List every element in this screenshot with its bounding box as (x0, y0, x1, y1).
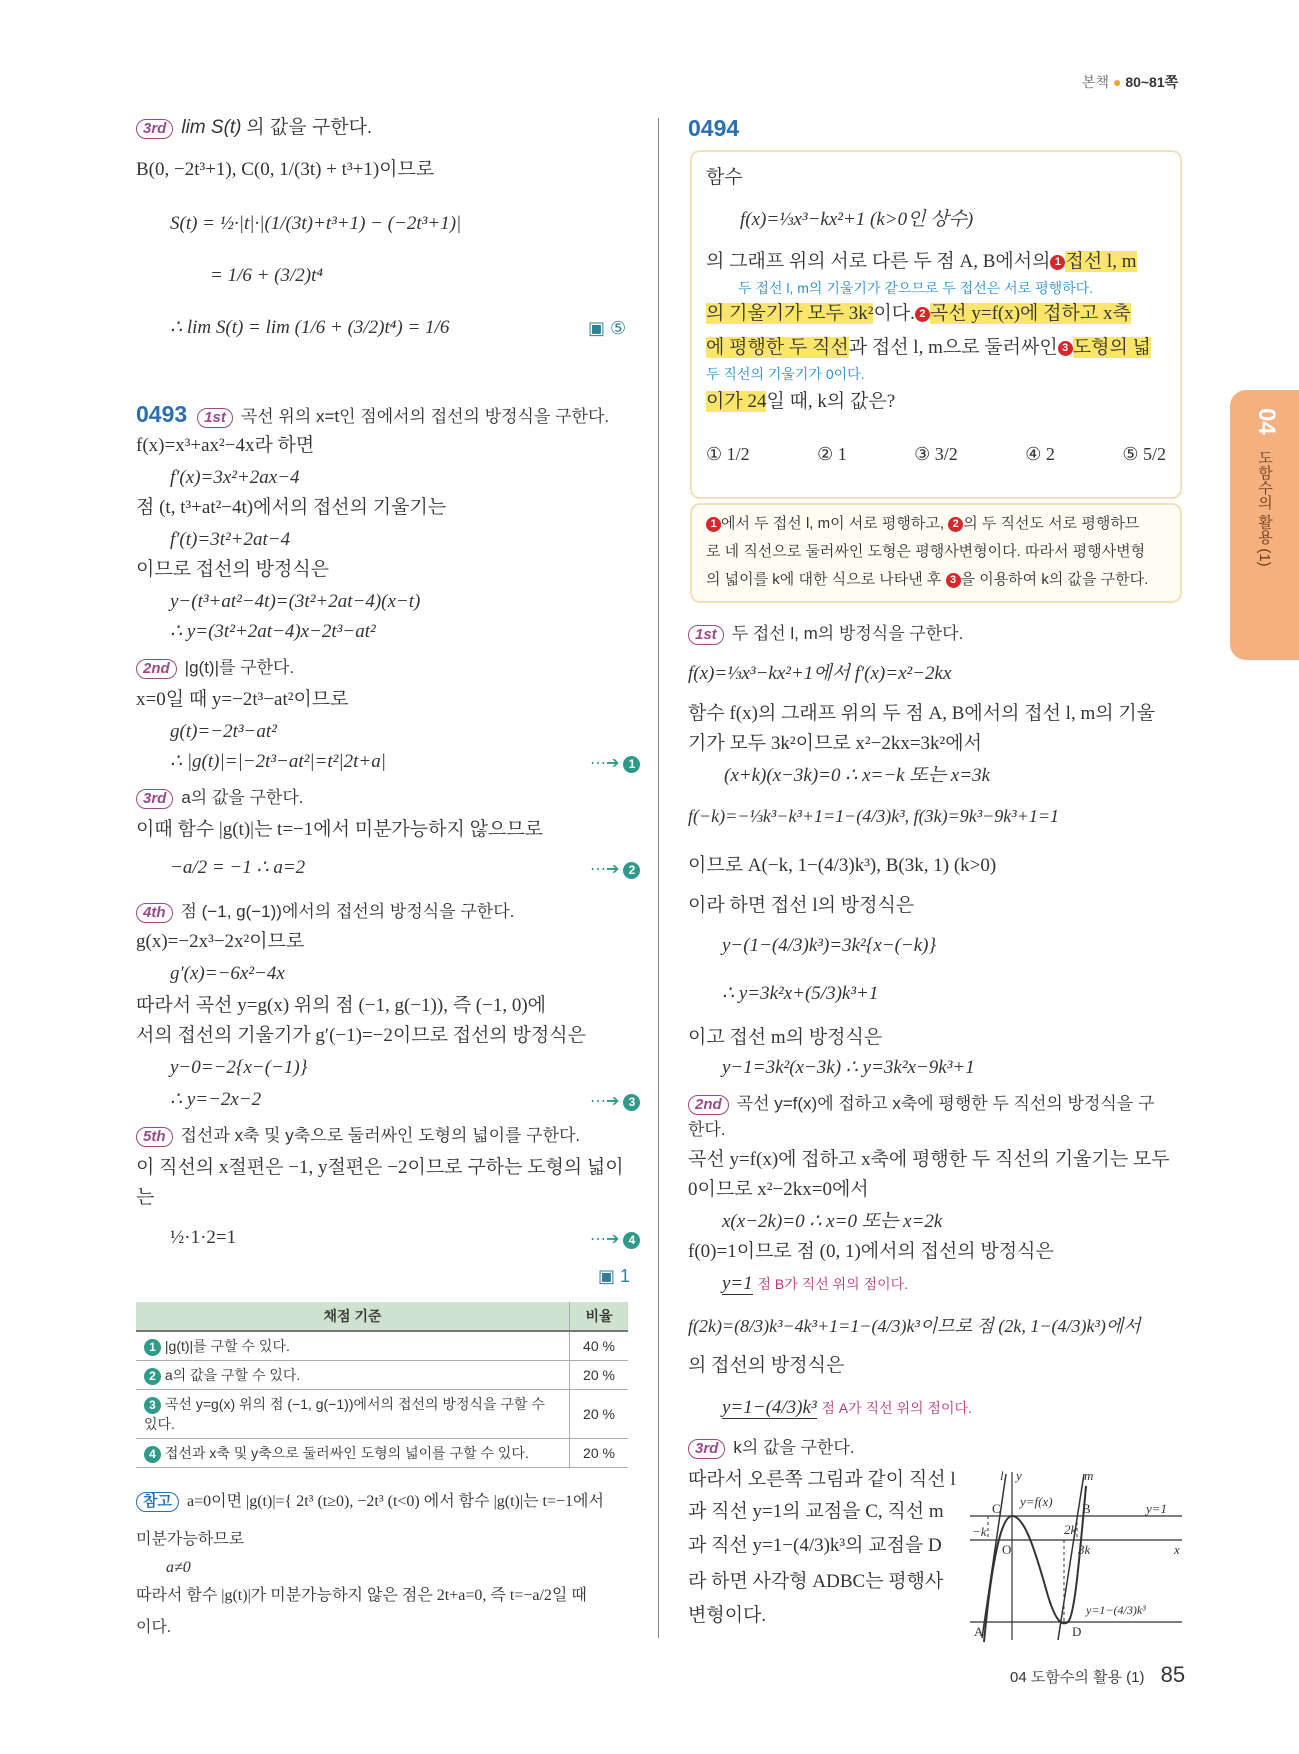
reference-text: a=0이면 |g(t)|={ 2t³ (t≥0), −2t³ (t<0) 에서 함수 |g(t)|는 t=−1에서 (186, 1493, 604, 1510)
answer-mark-1: ▣ 1 (598, 1266, 631, 1286)
label-a: A (974, 1624, 984, 1639)
st-line-1: S(t) = ½·|t|·|(1/(3t)+t³+1) − (−2t³+1)| (170, 213, 462, 234)
reference-note-2: 미분가능하므로 (136, 1531, 245, 1548)
label-neg-k: −k (972, 1524, 987, 1539)
criteria-ratio: 20 % (570, 1361, 629, 1390)
problem-0494-number (688, 116, 749, 143)
hint-line-2: 로 네 직선으로 둘러싸인 도형은 평행사변형이다. 따라서 평행사변형 (706, 543, 1146, 560)
step-title: 곡선 위의 x=t인 점에서의 접선의 방정식을 구한다. (240, 407, 610, 426)
marker-3: ⋯➔ 3 (590, 1090, 640, 1114)
step-badge: 1st (688, 625, 724, 645)
label-origin: O (1002, 1542, 1012, 1557)
right-line-19: y=1−(4/3)k³ 점 A가 직선 위의 점이다. (722, 1397, 972, 1418)
chapter-tab-title: 도함수의 활용 (1) (1256, 450, 1273, 567)
bc-line: B(0, −2t³+1), C(0, 1/(3t) + t³+1)이므로 (136, 159, 435, 180)
step-3rd-lim-heading: 3rd lim S(t) 의 값을 구한다. (136, 116, 372, 140)
note-b-on-line: 점 B가 직선 위의 점이다. (757, 1276, 909, 1292)
label-c: C (992, 1501, 1001, 1516)
label-2k: 2k (1064, 1522, 1077, 1537)
problem-number: 0493 (136, 401, 188, 427)
step-title: 접선과 x축 및 y축으로 둘러싸인 도형의 넓이를 구한다. (180, 1126, 581, 1145)
right-line-7: 이라 하면 접선 l의 방정식은 (688, 895, 915, 916)
left-line-21: ½·1·2=1 (170, 1227, 237, 1248)
chapter-tab (1230, 390, 1299, 660)
right-line-2: 함수 f(x)의 그래프 위의 두 점 A, B에서의 접선 l, m의 기울 (688, 703, 1156, 724)
left-line-7: ∴ y=(3t²+2at−4)x−2t³−at² (170, 621, 376, 642)
right-line-8: y−(1−(4/3)k³)=3k²{x−(−k)} (722, 935, 937, 956)
step-title: 의 값을 구한다. (246, 117, 373, 138)
step-title: a의 값을 구한다. (181, 788, 304, 807)
right-line-15: f(0)=1이므로 점 (0, 1)에서의 접선의 방정식은 (688, 1241, 1054, 1262)
choice-5[interactable]: ⑤ 5/2 (1122, 444, 1166, 464)
st-line-3: ∴ lim S(t) = lim (1/6 + (3/2)t⁴) = 1/6 (170, 317, 450, 338)
step-5th-heading (136, 1124, 580, 1148)
table-row: 2 a의 값을 구할 수 있다. 20 % (136, 1361, 628, 1390)
label-fx: y=f(x) (1020, 1494, 1053, 1509)
step-4th-heading (136, 900, 514, 924)
left-line-1: f(x)=x³+ax²−4x라 하면 (136, 435, 315, 456)
step-title: k의 값을 구한다. (733, 1438, 855, 1457)
label-x: x (1174, 1542, 1180, 1557)
step-badge: 3rd (688, 1439, 725, 1459)
step-title: 점 (−1, g(−1))에서의 접선의 방정식을 구한다. (180, 902, 515, 921)
reference-note-5: 이다. (136, 1619, 171, 1636)
step-badge: 3rd (136, 789, 173, 809)
hint-line-3: 의 넓이를 k에 대한 식으로 나타낸 후 3 을 이용하여 k의 값을 구한다. (706, 571, 1149, 588)
table-row: 1 |g(t)|를 구할 수 있다. 40 % (136, 1331, 628, 1361)
left-line-5: 이므로 접선의 방정식은 (136, 559, 330, 580)
table-row: 4 접선과 x축 및 y축으로 둘러싸인 도형의 넓이를 구할 수 있다. 20 % (136, 1439, 628, 1468)
reference-badge: 참고 (136, 1492, 179, 1512)
choice-3[interactable]: ③ 3/2 (914, 444, 958, 464)
prob-line-3: 의 그래프 위의 서로 다른 두 점 A, B에서의 1 접선 l, m (706, 251, 1137, 272)
left-line-14: g′(x)=−6x²−4x (170, 963, 285, 984)
chapter-tab-number: 04 (1253, 408, 1280, 435)
right-line-21: 과 직선 y=1의 교점을 C, 직선 m (688, 1501, 944, 1522)
prob-line-4: 의 기울기가 모두 3k²이다. 2 곡선 y=f(x)에 접하고 x축 (706, 303, 1131, 324)
answer-choices (706, 444, 1166, 465)
step-3rd-heading (136, 786, 304, 810)
criteria-text: 접선과 x축 및 y축으로 둘러싸인 도형의 넓이를 구할 수 있다. (164, 1445, 529, 1461)
left-line-17: y−0=−2{x−(−1)} (170, 1057, 308, 1078)
prob-line-5: 에 평행한 두 직선과 접선 l, m으로 둘러싸인 3 도형의 넓 (706, 337, 1151, 358)
right-step-3rd-heading (688, 1436, 855, 1460)
right-step-1st-heading (688, 622, 963, 646)
right-line-10: 이고 접선 m의 방정식은 (688, 1027, 883, 1048)
left-line-4: f′(t)=3t²+2at−4 (170, 529, 291, 550)
right-line-23: 라 하면 사각형 ADBC는 평행사 (688, 1571, 944, 1592)
label-y2: y=1−(4/3)k³ (1086, 1603, 1146, 1617)
right-line-16: y=1 점 B가 직선 위의 점이다. (722, 1273, 909, 1294)
step-2nd-heading (136, 656, 294, 680)
right-line-13: 0이므로 x²−2kx=0에서 (688, 1179, 869, 1200)
step-badge: 1st (197, 408, 233, 428)
column-divider (658, 118, 659, 1638)
book-ref: 본책 (1082, 74, 1110, 90)
label-d: D (1072, 1624, 1082, 1639)
right-line-17: f(2k)=(8/3)k³−4k³+1=1−(4/3)k³이므로 점 (2k, 1−(4/3)k³)에서 (688, 1316, 1141, 1336)
right-step-2nd-heading-cont: 한다. (688, 1120, 726, 1139)
right-line-5: f(−k)=−⅓k³−k³+1=1−(4/3)k³, f(3k)=9k³−9k³+1=1 (688, 806, 1059, 826)
note-slope-zero: 두 직선의 기울기가 0이다. (706, 366, 865, 382)
left-line-8: x=0일 때 y=−2t³−at²이므로 (136, 689, 349, 710)
step-title: 곡선 y=f(x)에 접하고 x축에 평행한 두 직선의 방정식을 구 (736, 1094, 1155, 1113)
hint-line-1: 1 에서 두 접선 l, m이 서로 평행하고, 2 의 두 직선도 서로 평행하므 (706, 512, 1139, 536)
step-badge: 5th (136, 1127, 173, 1147)
problem-number: 0494 (688, 115, 740, 141)
page-range: 80~81쪽 (1125, 74, 1179, 90)
left-line-18: ∴ y=−2x−2 (170, 1089, 262, 1110)
right-line-3: 기가 모두 3k²이므로 x²−2kx=3k²에서 (688, 733, 982, 754)
choice-4[interactable]: ④ 2 (1025, 444, 1055, 464)
label-y1: y=1 (1146, 1501, 1168, 1516)
criteria-text: a의 값을 구할 수 있다. (164, 1367, 301, 1383)
step-badge: 2nd (688, 1095, 729, 1115)
left-line-16: 서의 접선의 기울기가 g′(−1)=−2이므로 접선의 방정식은 (136, 1025, 586, 1046)
grading-table (136, 1302, 628, 1468)
st-line-2: = 1/6 + (3/2)t⁴ (210, 265, 323, 286)
left-line-10: ∴ |g(t)|=|−2t³−at²|=t²|2t+a| (170, 751, 386, 772)
note-tangent-parallel: 두 접선 l, m의 기울기가 같으므로 두 접선은 서로 평행하다. (738, 280, 1094, 296)
criteria-ratio: 40 % (570, 1331, 629, 1361)
right-line-22: 과 직선 y=1−(4/3)k³의 교점을 D (688, 1535, 942, 1556)
left-line-12: −a/2 = −1 ∴ a=2 (170, 857, 306, 878)
grading-header-criteria: 채점 기준 (136, 1302, 570, 1331)
prob-line-2: f(x)=⅓x³−kx²+1 (k>0인 상수) (740, 209, 974, 230)
right-line-20: 따라서 오른쪽 그림과 같이 직선 l (688, 1469, 956, 1490)
right-line-6: 이므로 A(−k, 1−(4/3)k³), B(3k, 1) (k>0) (688, 855, 997, 876)
left-line-3: 점 (t, t³+at²−4t)에서의 접선의 기울기는 (136, 497, 447, 518)
footer-chapter: 04 도함수의 활용 (1) (1010, 1669, 1145, 1686)
parallelogram-graph (962, 1466, 1186, 1644)
criteria-ratio: 20 % (570, 1439, 629, 1468)
note-a-on-line: 점 A가 직선 위의 점이다. (821, 1400, 972, 1416)
right-line-14: x(x−2k)=0 ∴ x=0 또는 x=2k (722, 1211, 943, 1232)
choice-2[interactable]: ② 1 (817, 444, 847, 464)
left-line-20: 는 (136, 1187, 155, 1208)
page-number: 85 (1160, 1662, 1186, 1687)
problem-0493-heading (136, 402, 609, 429)
right-line-11: y−1=3k²(x−3k) ∴ y=3k²x−9k³+1 (722, 1057, 975, 1078)
reference-note-4: 따라서 함수 |g(t)|가 미분가능하지 않은 점은 2t+a=0, 즉 t=−a/2일 때 (136, 1587, 587, 1604)
page-header: 본책 ● 80~81쪽 (1082, 74, 1179, 90)
page-footer (1010, 1662, 1185, 1688)
left-line-9: g(t)=−2t³−at² (170, 721, 277, 742)
right-line-12: 곡선 y=f(x)에 접하고 x축에 평행한 두 직선의 기울기는 모두 (688, 1149, 1170, 1170)
criteria-text: |g(t)|를 구할 수 있다. (164, 1338, 290, 1354)
left-line-11: 이때 함수 |g(t)|는 t=−1에서 미분가능하지 않으므로 (136, 819, 544, 840)
left-line-19: 이 직선의 x절편은 −1, y절편은 −2이므로 구하는 도형의 넓이 (136, 1157, 624, 1178)
label-l: l (1000, 1468, 1004, 1483)
table-row: 3 곡선 y=g(x) 위의 점 (−1, g(−1))에서의 접선의 방정식을 구할 수 있다. 20 % (136, 1390, 628, 1439)
left-line-2: f′(x)=3x²+2ax−4 (170, 467, 300, 488)
right-line-4: (x+k)(x−3k)=0 ∴ x=−k 또는 x=3k (724, 765, 990, 786)
right-line-18: 의 접선의 방정식은 (688, 1355, 845, 1376)
left-line-15: 따라서 곡선 y=g(x) 위의 점 (−1, g(−1)), 즉 (−1, 0)에 (136, 995, 547, 1016)
step-badge: 4th (136, 903, 173, 923)
label-m: m (1084, 1468, 1094, 1483)
step-title: |g(t)|를 구한다. (184, 658, 295, 677)
right-line-24: 변형이다. (688, 1605, 767, 1626)
step-badge: 3rd (136, 119, 173, 139)
step-badge: 2nd (136, 659, 177, 679)
choice-1[interactable]: ① 1/2 (706, 444, 750, 464)
criteria-ratio: 20 % (570, 1390, 629, 1439)
left-line-13: g(x)=−2x³−2x²이므로 (136, 931, 305, 952)
prob-line-6: 이가 24일 때, k의 값은? (706, 391, 896, 412)
reference-note-1 (136, 1490, 604, 1514)
reference-note-3: a≠0 (166, 1559, 191, 1576)
label-3k: 3k (1078, 1542, 1091, 1557)
step-title: 두 접선 l, m의 방정식을 구한다. (731, 624, 964, 643)
marker-4: ⋯➔ 4 (590, 1228, 640, 1252)
marker-2: ⋯➔ 2 (590, 858, 640, 882)
prob-line-1: 함수 (706, 167, 743, 188)
right-line-9: ∴ y=3k²x+(5/3)k³+1 (722, 983, 879, 1004)
label-y: y (1016, 1468, 1022, 1483)
right-line-1: f(x)=⅓x³−kx²+1에서 f′(x)=x²−2kx (688, 663, 952, 684)
right-step-2nd-heading (688, 1092, 1154, 1116)
marker-1: ⋯➔ 1 (590, 752, 640, 776)
label-b: B (1082, 1501, 1091, 1516)
answer-mark-5: ▣ ⑤ (588, 318, 627, 338)
grading-header-ratio: 비율 (570, 1302, 629, 1331)
criteria-text: 곡선 y=g(x) 위의 점 (−1, g(−1))에서의 접선의 방정식을 구할 수 있다. (144, 1396, 545, 1432)
left-line-6: y−(t³+at²−4t)=(3t²+2at−4)(x−t) (170, 591, 421, 612)
